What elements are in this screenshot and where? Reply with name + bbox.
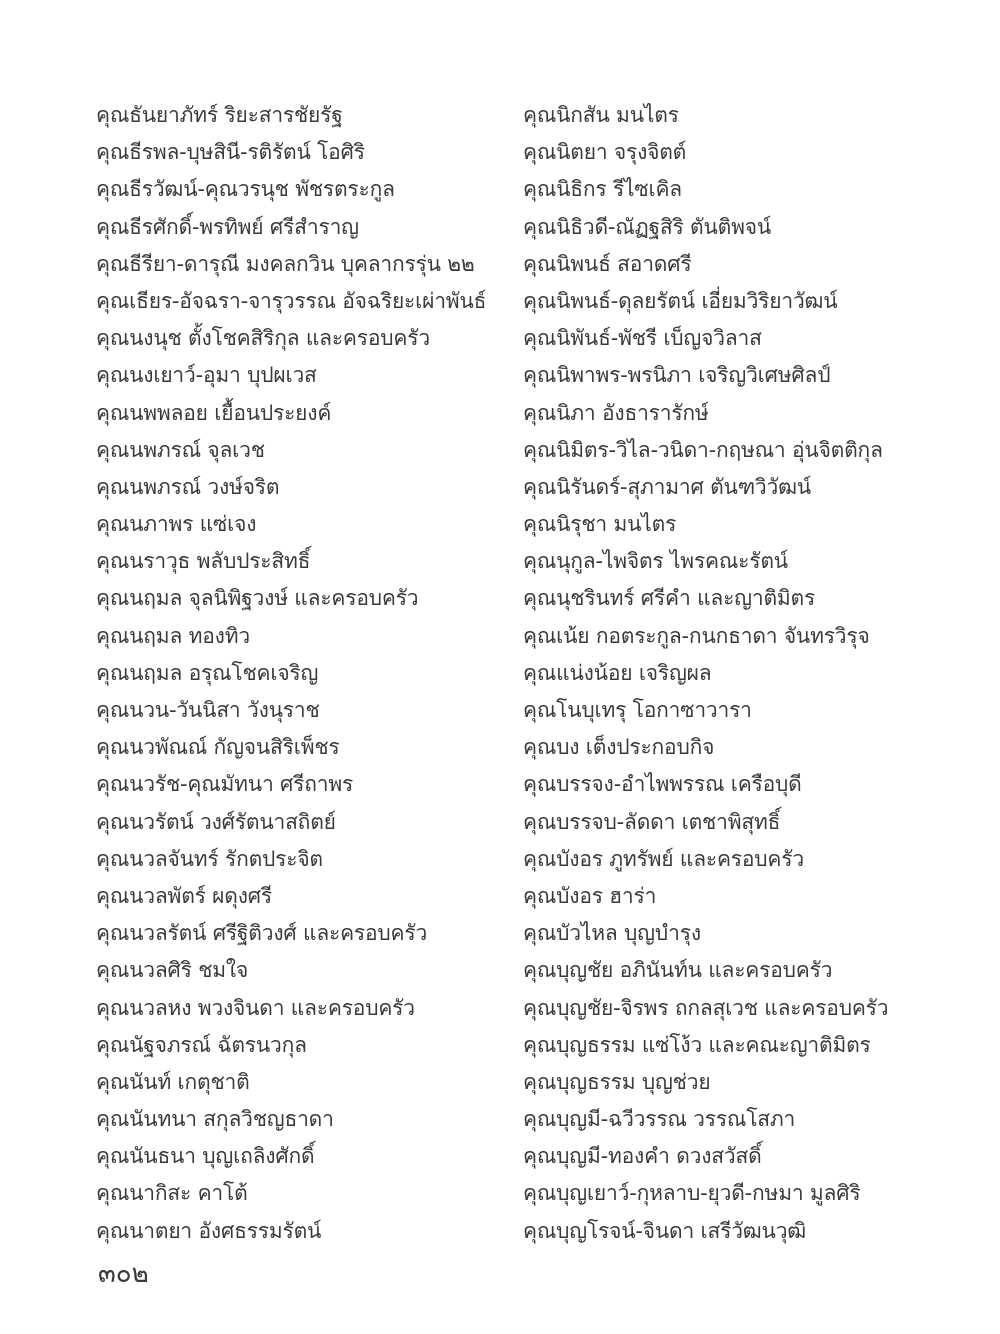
donor-name: คุณนฤมล ทองทิว [96, 623, 250, 648]
donor-name: คุณบังอร ภูทรัพย์ และครอบครัว [523, 846, 804, 871]
donor-name: คุณนวรัช-คุณมัทนา ศรีถาพร [96, 772, 354, 797]
donor-name: คุณนภาพร แซ่เจง [96, 512, 257, 537]
donor-name: คุณนิมิตร-วิไล-วนิดา-กฤษณา อุ่นจิตติกุล [523, 437, 883, 462]
donor-name: คุณบุญธรรม บุญช่วย [523, 1069, 711, 1094]
donor-name: คุณบรรจง-อำไพพรรณ เครือบุดี [523, 772, 802, 797]
donor-name: คุณบังอร ฮาร่า [523, 883, 657, 908]
donor-name: คุณนิพันธ์-พัชรี เบ็ญจวิลาส [523, 326, 762, 351]
donor-name: คุณนากิสะ คาโต้ [96, 1181, 248, 1206]
donor-name: คุณบง เต็งประกอบกิจ [523, 735, 715, 760]
donor-name: คุณบัวไหล บุญบำรุง [523, 921, 701, 946]
donor-name: คุณนงนุช ตั้งโชคสิริกุล และครอบครัว [96, 326, 430, 351]
donor-name: คุณแน่งน้อย เจริญผล [523, 660, 712, 685]
donor-name: คุณนพภรณ์ วงษ์จริต [96, 474, 280, 499]
donor-name: คุณนิกสัน มนไตร [523, 103, 679, 127]
donor-name: คุณนันทนา สกุลวิชญธาดา [96, 1107, 334, 1132]
donor-name: คุณธันยาภัทร์ ริยะสารชัยรัฐ [96, 103, 343, 127]
donor-name: คุณนพพลอย เยื้อนประยงค์ [96, 400, 332, 425]
donor-name: คุณนราวุธ พลับประสิทธิ์ [96, 549, 311, 574]
donor-list-right [523, 97, 963, 1250]
donor-name: คุณนิพนธ์ สอาดศรี [523, 251, 692, 276]
donor-name: คุณธีรวัฒน์-คุณวรนุช พัชรตระกูล [96, 177, 395, 202]
donor-name: คุณนวพัณณ์ กัญจนสิริเพ็ชร [96, 735, 340, 760]
donor-name: คุณนิภา อังธารารักษ์ [523, 400, 709, 425]
donor-name: คุณนิรุชา มนไตร [523, 512, 677, 537]
donor-name: คุณบุญเยาว์-กุหลาบ-ยุวดี-กษมา มูลศิริ [523, 1181, 861, 1206]
donor-name: คุณนงเยาว์-อุมา บุปผเวส [96, 363, 317, 388]
donor-name: คุณนาตยา อังศธรรมรัตน์ [96, 1218, 322, 1243]
donor-name: คุณบุญชัย-จิรพร ถกลสุเวช และครอบครัว [523, 995, 889, 1020]
donor-name: คุณบุญมี-ทองคำ ดวงสวัสดิ์ [523, 1144, 762, 1169]
donor-name: คุณนุกูล-ไพจิตร ไพรคณะรัตน์ [523, 549, 788, 574]
donor-name: คุณธีรศักดิ์-พรทิพย์ ศรีสำราญ [96, 214, 359, 239]
donor-name: คุณนวน-วันนิสา วังนุราช [96, 698, 320, 722]
donor-name: คุณนันท์ เกตุชาติ [96, 1069, 250, 1094]
donor-name: คุณบรรจบ-ลัดดา เตชาพิสุทธิ์ [523, 809, 781, 834]
donor-name: คุณนวลศิริ ชมใจ [96, 958, 249, 983]
donor-name: คุณนิธิวดี-ณัฏฐสิริ ตันติพจน์ [523, 214, 771, 239]
donor-name: คุณนิธิกร รีไซเคิล [523, 177, 682, 202]
donor-name: คุณนวรัตน์ วงศ์รัตนาสถิตย์ [96, 809, 336, 834]
donor-name: คุณเธียร-อัจฉรา-จารุวรรณ อัจฉริยะเผ่าพันธ์ [96, 288, 487, 313]
donor-name: คุณเน้ย กอตระกูล-กนกธาดา จันทรวิรุจ [523, 623, 870, 648]
donor-name: คุณนิพาพร-พรนิภา เจริญวิเศษศิลป์ [523, 363, 831, 388]
donor-name: คุณโนบุเทรุ โอกาซาวารา [523, 698, 752, 722]
page-number: ๓๐๒ [98, 1259, 149, 1289]
donor-name: คุณนฤมล จุลนิพิฐวงษ์ และครอบครัว [96, 586, 419, 611]
donor-name: คุณบุญธรรม แซ่โง้ว และคณะญาติมิตร [523, 1032, 871, 1057]
donor-name: คุณนัฐจภรณ์ ฉัตรนวกุล [96, 1032, 307, 1057]
donor-name: คุณนิรันดร์-สุภามาศ ตันฑวิวัฒน์ [523, 474, 812, 499]
donor-name: คุณนุชรินทร์ ศรีคำ และญาติมิตร [523, 586, 816, 611]
donor-name: คุณนิพนธ์-ดุลยรัตน์ เอี่ยมวิริยาวัฒน์ [523, 288, 838, 313]
donor-name: คุณบุญมี-ฉวีวรรณ วรรณโสภา [523, 1107, 796, 1132]
donor-name: คุณนวลรัตน์ ศรีฐิติวงศ์ และครอบครัว [96, 921, 428, 946]
donor-name: คุณบุญชัย อภินันท์น และครอบครัว [523, 958, 833, 983]
donor-name: คุณนันธนา บุญเถลิงศักดิ์ [96, 1144, 315, 1169]
donor-name: คุณนฤมล อรุณโชคเจริญ [96, 660, 319, 685]
donor-name: คุณธีรพล-บุษสินี-รติรัตน์ โอศิริ [96, 140, 365, 165]
donor-name: คุณบุญโรจน์-จินดา เสรีวัฒนวุฒิ [523, 1218, 807, 1243]
donor-name: คุณนพภรณ์ จุลเวช [96, 437, 265, 462]
donor-name: คุณนวลพัตร์ ผดุงศรี [96, 883, 272, 908]
donor-name: คุณนวลหง พวงจินดา และครอบครัว [96, 995, 415, 1020]
donor-name: คุณนิตยา จรุงจิตต์ [523, 140, 687, 165]
donor-list-left [96, 97, 516, 1250]
donor-name: คุณธีรียา-ดารุณี มงคลกวิน บุคลากรรุ่น ๒๒ [96, 251, 475, 276]
donor-name: คุณนวลจันทร์ รักตประจิต [96, 846, 323, 871]
